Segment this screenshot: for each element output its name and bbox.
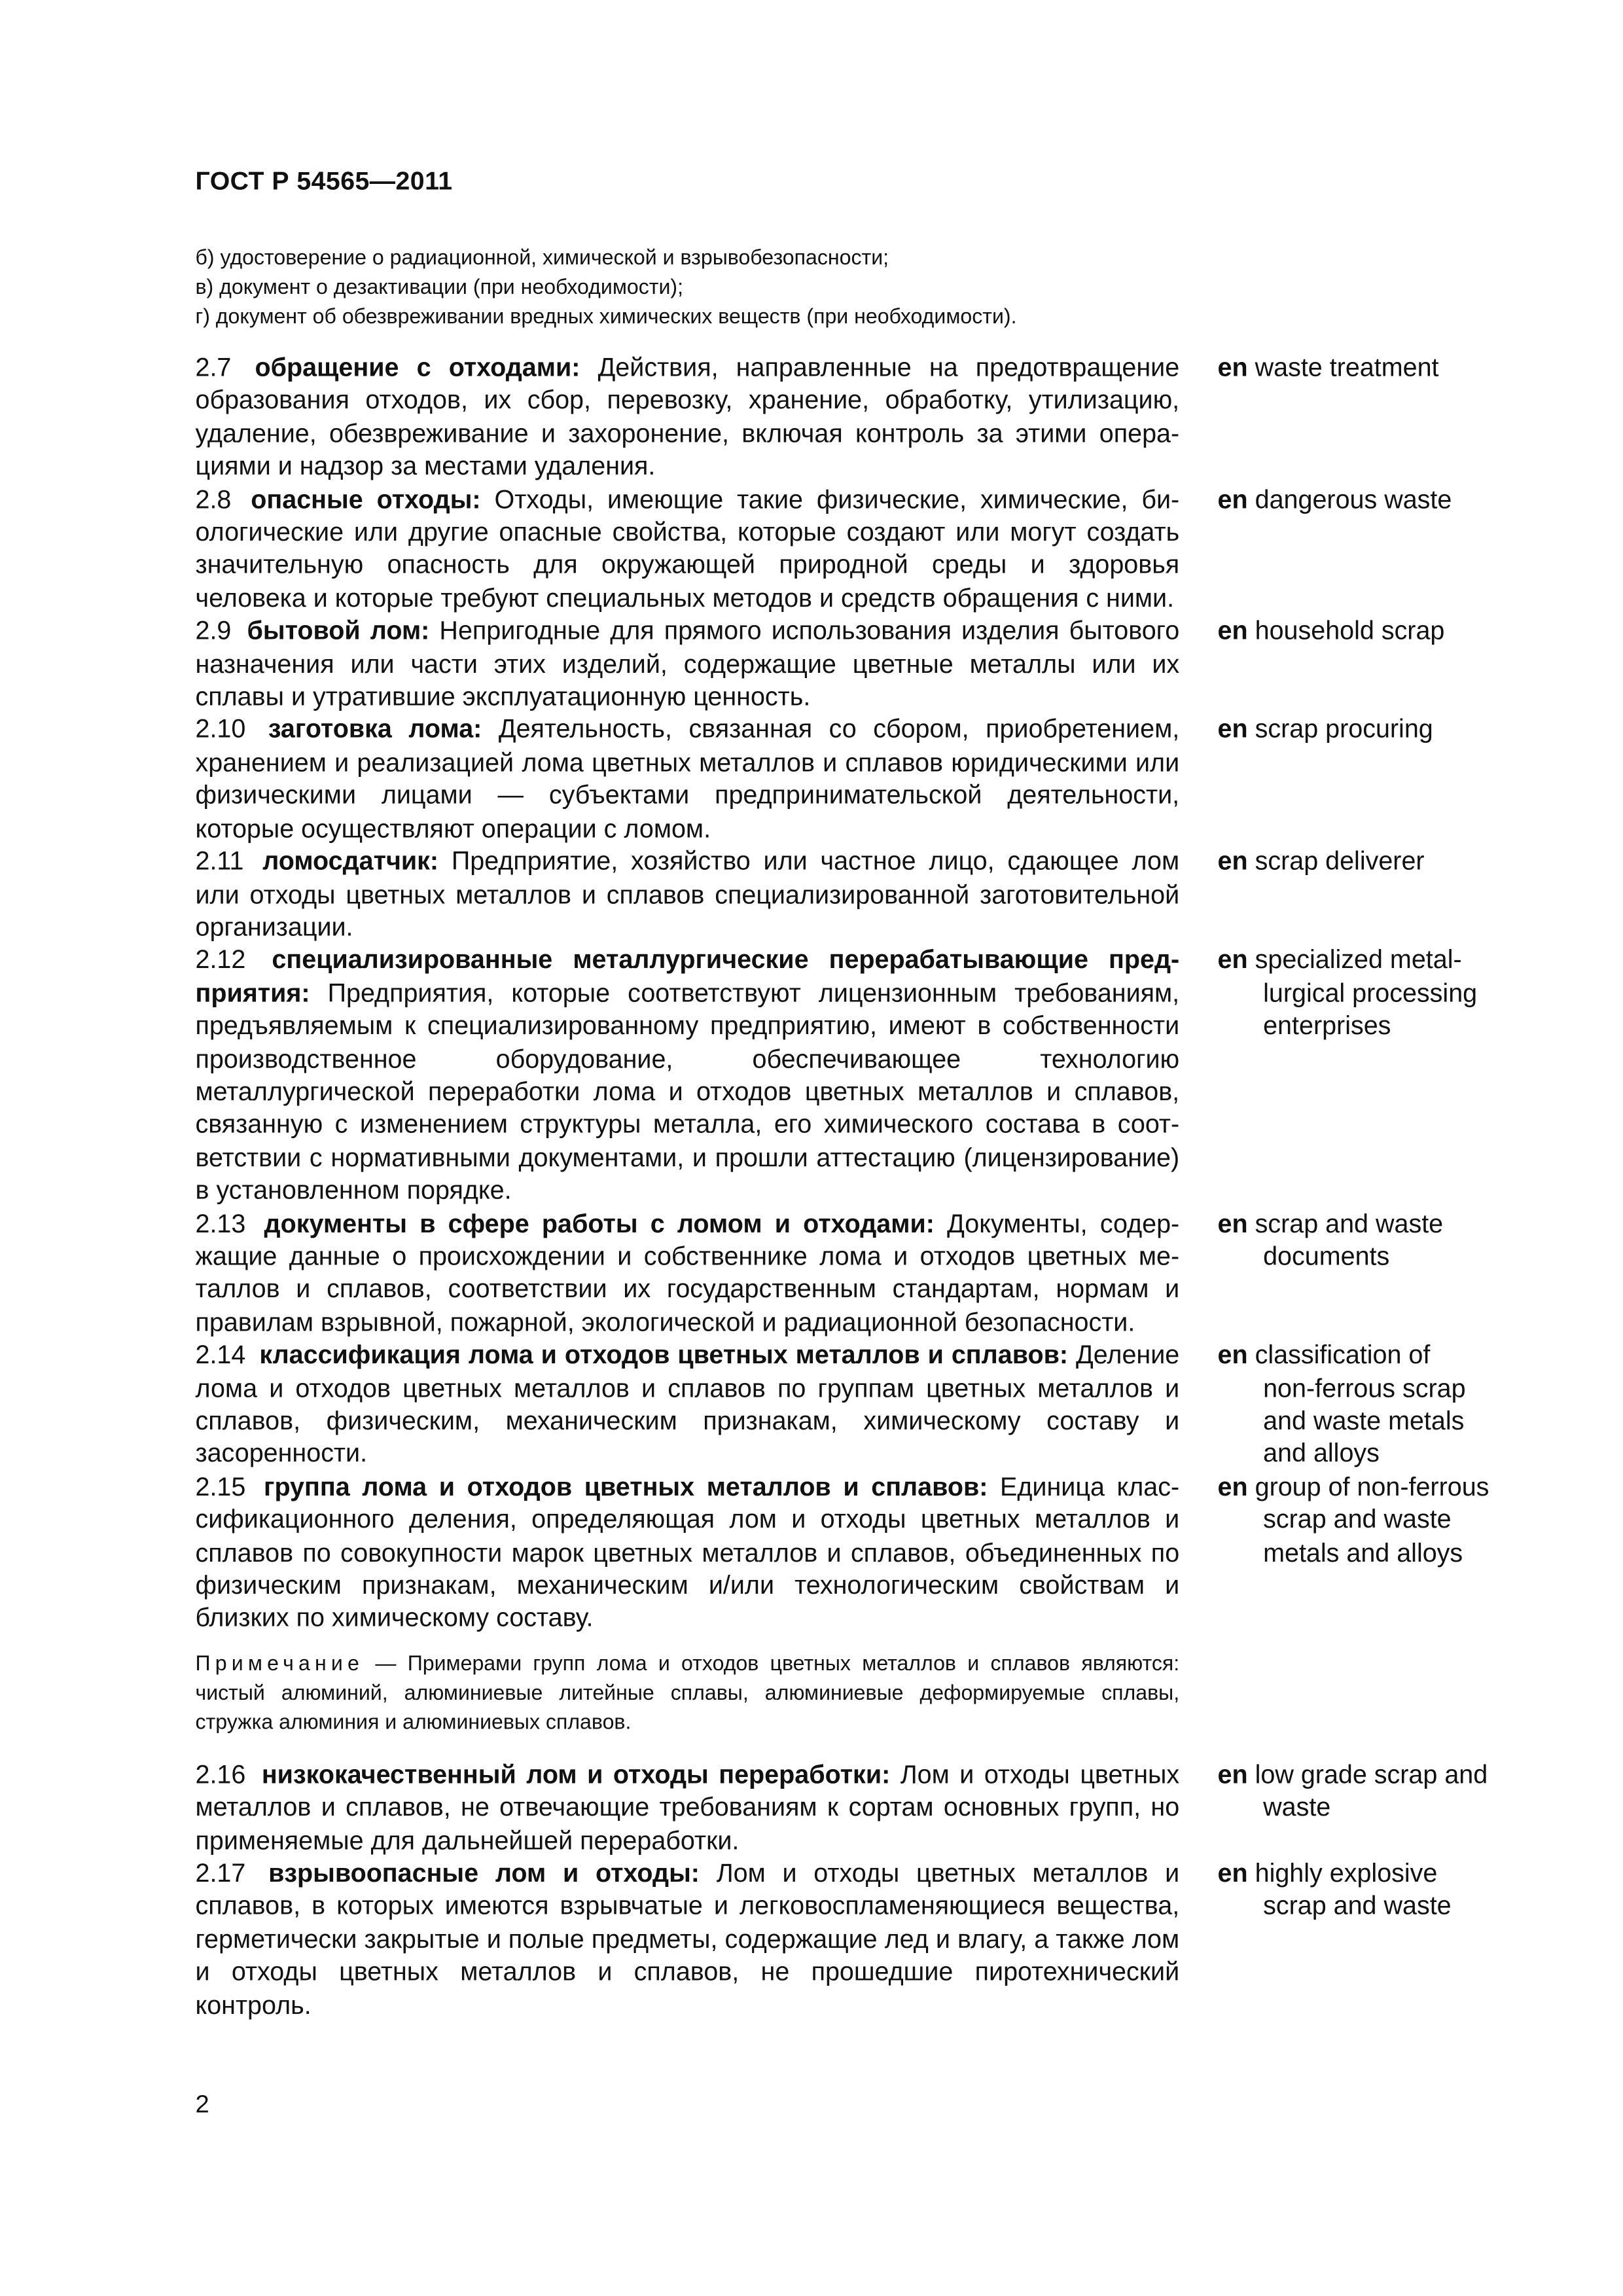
term-definition-block — [195, 351, 1179, 482]
term-definition: Предприятия, которые соответствуют лицензионным требованиям, предъявляемым к специализированному предприятию, имеют в собственности производственное оборудование, обеспечивающее технологию металлургической переработки лома и отходов цветных металлов и сплавов, связанную с изменением структуры металла, его химического состава в соответствии с нормативными документами, и прошли аттестацию (лицензирование) в установленном порядке. — [195, 978, 1180, 1205]
intro-list — [195, 244, 1223, 332]
term-definition-block — [195, 1857, 1179, 2021]
english-term-line: metals and alloys — [1263, 1537, 1463, 1567]
english-equivalent — [1218, 713, 1526, 746]
term-name: низкокачественный лом и отходы переработки: — [261, 1759, 891, 1789]
english-term-line: low grade scrap and — [1255, 1759, 1488, 1789]
term-entry — [195, 944, 1531, 1207]
english-term-line: classification of — [1255, 1340, 1431, 1370]
term-number: 2.10 — [195, 714, 246, 744]
english-term-line: specialized metal- — [1255, 944, 1462, 975]
english-term-line: scrap and waste — [1263, 1504, 1452, 1534]
english-term-line: household scrap — [1255, 615, 1445, 645]
language-code: en — [1217, 615, 1248, 645]
document-header: ГОСТ Р 54565—2011 — [195, 166, 453, 196]
term-number: 2.9 — [195, 615, 232, 645]
term-entry — [195, 351, 1531, 482]
term-definition: Единица классификационного деления, определяющая лом и отходы цветных металлов и сплавов по совокупности марок цветных металлов и сплавов, объединенных по физическим признакам, механическим и/или технологическим свойствам и близких по химическому составу. — [195, 1471, 1180, 1633]
english-term-line: scrap and waste — [1263, 1891, 1452, 1921]
english-equivalent — [1218, 845, 1526, 878]
term-number: 2.16 — [195, 1759, 246, 1789]
term-definition: Лом и отходы цветных металлов и сплавов, не отвечающие требованиям к сортам основных групп, но применяемые для дальнейшей переработки. — [195, 1759, 1180, 1855]
term-definition-block — [195, 944, 1179, 1207]
english-term-line: dangerous waste — [1255, 484, 1452, 514]
term-name: классификация лома и отходов цветных металлов и сплавов: — [259, 1340, 1069, 1370]
term-entry — [195, 845, 1531, 944]
term-entry — [195, 713, 1531, 845]
language-code: en — [1217, 1340, 1248, 1370]
term-entry — [195, 483, 1531, 615]
english-term-line: scrap and waste — [1255, 1208, 1444, 1238]
english-equivalent — [1218, 1470, 1526, 1569]
term-definition-block — [195, 615, 1179, 713]
term-name: взрывоопасные лом и отходы: — [268, 1858, 700, 1888]
term-definition-block — [195, 713, 1179, 845]
term-entry — [195, 1470, 1531, 1634]
term-name: документы в сфере работы с ломом и отходами: — [264, 1208, 935, 1238]
term-definition-block — [195, 1758, 1179, 1857]
term-entry — [195, 1857, 1531, 2021]
english-term-line: lurgical processing — [1263, 978, 1478, 1008]
term-definition: Деление лома и отходов цветных металлов и сплавов по группам цветных металлов и сплавов, физическим, механическим признакам, химическому составу и засоренности. — [195, 1340, 1180, 1469]
term-number: 2.17 — [195, 1858, 246, 1888]
english-equivalent — [1218, 1207, 1526, 1273]
english-term-line: and waste metals — [1263, 1405, 1465, 1435]
english-term-line: group of non-ferrous — [1255, 1471, 1489, 1501]
term-definition-block — [195, 1338, 1179, 1470]
note-label: Примечание — [195, 1652, 365, 1676]
language-code: en — [1217, 1858, 1248, 1888]
english-term-line: documents — [1263, 1241, 1390, 1271]
term-name: ломосдатчик: — [262, 846, 439, 876]
intro-item: в) документ о дезактивации (при необходимости); — [195, 276, 683, 300]
term-name: группа лома и отходов цветных металлов и сплавов: — [263, 1471, 988, 1501]
english-equivalent — [1218, 1338, 1526, 1470]
language-code: en — [1217, 846, 1248, 876]
language-code: en — [1217, 484, 1248, 514]
english-term-line: highly explosive — [1255, 1858, 1438, 1888]
language-code: en — [1217, 944, 1248, 975]
term-number: 2.11 — [195, 846, 244, 876]
term-definition: Предприятие, хозяйство или частное лицо, сдающее лом или отходы цветных металлов и сплавов специализированной заготовительной организации. — [195, 846, 1180, 942]
term-number: 2.8 — [195, 484, 232, 514]
term-number: 2.7 — [195, 352, 232, 382]
term-entry — [195, 1207, 1531, 1338]
english-term-line: non-ferrous scrap — [1263, 1372, 1466, 1403]
term-number: 2.14 — [195, 1340, 246, 1370]
term-definition-block — [195, 483, 1179, 615]
term-name: опасные отходы: — [251, 484, 481, 514]
term-definition: Документы, содержащие данные о происхождении и собственнике лома и отходов цветных металлов и сплавов, соответствии их государственным стандартам, нормам и правилам взрывной, пожарной, экологической и радиационной безопасности. — [195, 1208, 1180, 1336]
english-equivalent — [1218, 351, 1526, 384]
terms-list — [195, 351, 1531, 2021]
english-term-line: waste treatment — [1255, 352, 1439, 382]
english-equivalent — [1218, 1857, 1526, 1923]
english-term-line: scrap procuring — [1255, 714, 1433, 744]
term-definition-block — [195, 845, 1179, 944]
note-block — [195, 1649, 1179, 1738]
language-code: en — [1217, 1759, 1248, 1789]
language-code: en — [1217, 1471, 1248, 1501]
term-definition: Действия, направленные на предотвращение образования отходов, их сбор, перевозку, хранение, обработку, утилизацию, удаление, обезвреживание и захоронение, включая контроль за этими операциями и надзор за местами удаления. — [195, 352, 1180, 481]
term-definition: Непригодные для прямого использования изделия бытового назначения или части этих изделий, содержащие цветные металлы или их сплавы и утратившие эксплуатационную ценность. — [195, 615, 1180, 711]
english-equivalent — [1218, 615, 1526, 647]
term-name: специализированные металлургические перерабатывающие предприятия: — [195, 944, 1180, 1008]
term-entry — [195, 1758, 1531, 1857]
term-number: 2.15 — [195, 1471, 246, 1501]
english-term-line: scrap deliverer — [1255, 846, 1425, 876]
term-name: бытовой лом: — [247, 615, 430, 645]
intro-item: г) документ об обезвреживании вредных химических веществ (при необходимости). — [195, 305, 1017, 329]
english-term-line: and alloys — [1263, 1439, 1380, 1469]
language-code: en — [1217, 352, 1248, 382]
page-number: 2 — [195, 2090, 209, 2119]
english-equivalent — [1218, 483, 1526, 516]
term-definition: Лом и отходы цветных металлов и сплавов, в которых имеются взрывчатые и легковоспламеняющиеся вещества, герметически закрытые и полые предметы, содержащие лед и влагу, а также лом и отходы цветных металлов и сплавов, не прошедшие пиротехнический контроль. — [195, 1858, 1180, 2020]
term-name: заготовка лома: — [268, 714, 482, 744]
term-number: 2.13 — [195, 1208, 246, 1238]
english-term-line: waste — [1263, 1792, 1331, 1822]
language-code: en — [1217, 714, 1248, 744]
english-term-line: enterprises — [1263, 1011, 1391, 1041]
term-definition: Отходы, имеющие такие физические, химические, биологические или другие опасные свойства, которые создают или могут создать значительную опасность для окружающей природной среды и здоровья человека и которые требуют специальных методов и средств обращения с ними. — [195, 484, 1180, 613]
language-code: en — [1217, 1208, 1248, 1238]
term-entry — [195, 615, 1531, 713]
english-equivalent — [1218, 1758, 1526, 1824]
term-number: 2.12 — [195, 944, 246, 975]
term-definition-block — [195, 1470, 1179, 1634]
term-definition-block — [195, 1207, 1179, 1338]
term-definition: Деятельность, связанная со сбором, приобретением, хранением и реализацией лома цветных металлов и сплавов юридическими или физическими лицами — субъектами предпринимательской деятельности, которые осуществляют операции с ломом. — [195, 714, 1180, 843]
term-name: обращение с отходами: — [255, 352, 580, 382]
note-text: — Примерами групп лома и отходов цветных металлов и сплавов являются: чистый алюминий, алюминиевые литейные сплавы, алюминиевые деформируемые сплавы, стружка алюминия и алюминиевых сплавов. — [195, 1652, 1180, 1735]
term-entry — [195, 1338, 1531, 1470]
intro-item: б) удостоверение о радиационной, химической и взрывобезопасности; — [195, 247, 889, 270]
english-equivalent — [1218, 944, 1526, 1043]
